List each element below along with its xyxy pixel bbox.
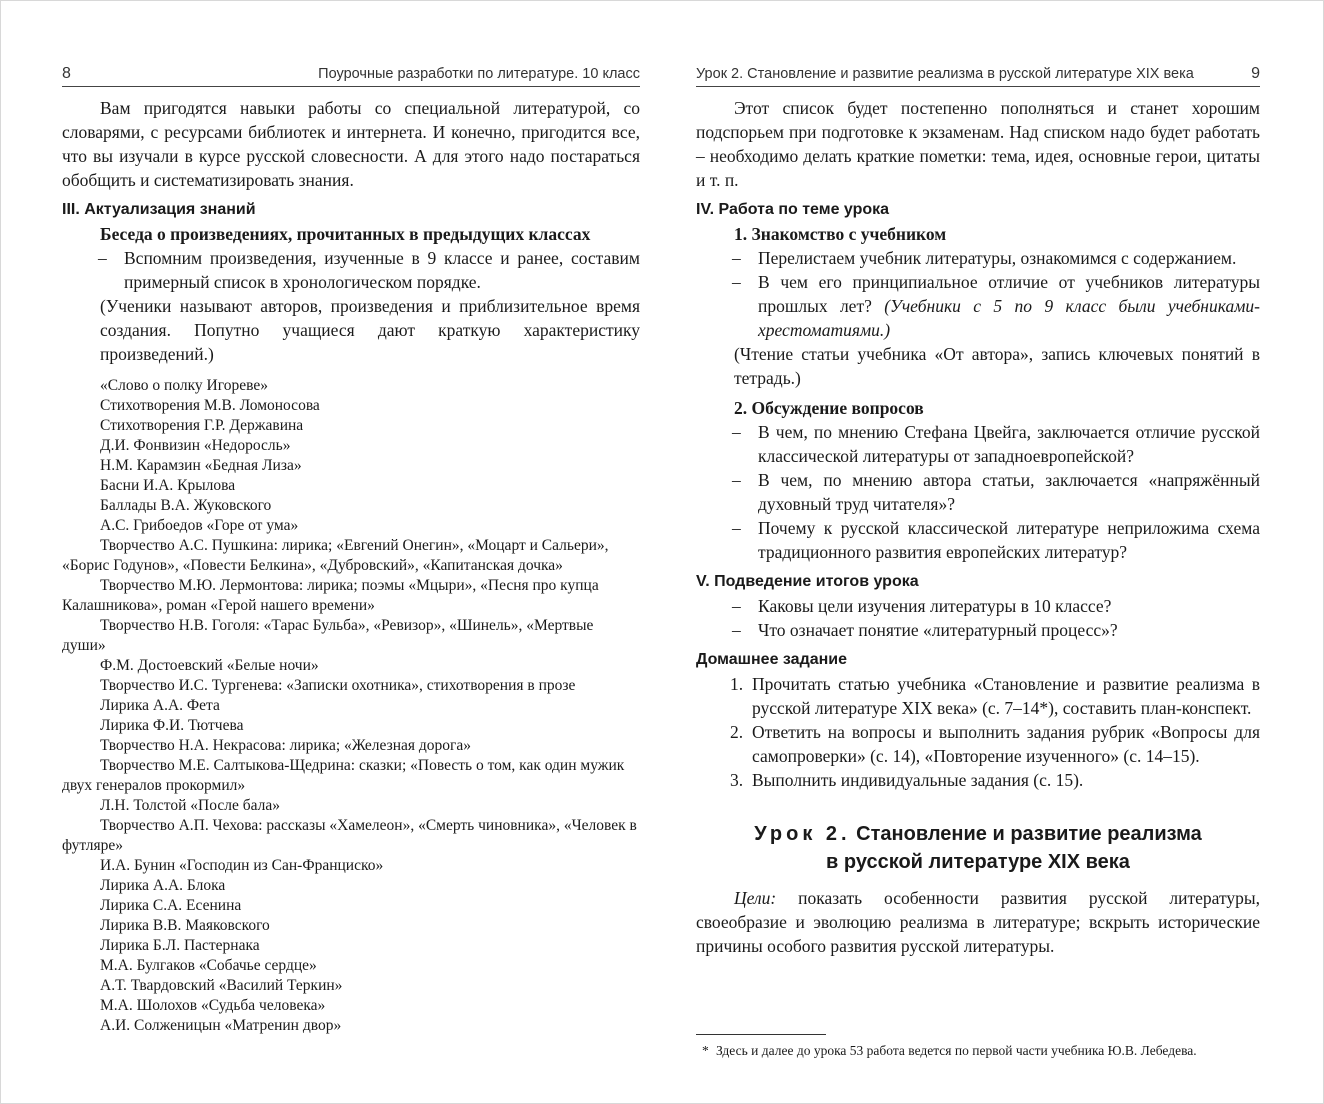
summary-text: Что означает понятие «литературный процесс»? <box>758 620 1118 640</box>
list-item: А.С. Грибоедов «Горе от ума» <box>100 517 299 534</box>
list-item: Л.Н. Толстой «После бала» <box>100 797 280 814</box>
conversation-heading: Беседа о произведениях, прочитанных в предыдущих классах <box>100 224 591 244</box>
homework-number: 1. <box>730 674 744 694</box>
question-item <box>696 468 1260 516</box>
summary-item <box>696 618 1260 642</box>
section-3-heading: III. Актуализация знаний <box>62 201 256 218</box>
list-item: Лирика С.А. Есенина <box>100 897 242 914</box>
footnote-text: Здесь и далее до урока 53 работа ведется по первой части учебника Ю.В. Лебедева. <box>716 1043 1197 1058</box>
list-item: Творчество А.П. Чехова: рассказы «Хамелеон», «Смерть чиновника», «Человек в футляре» <box>62 817 637 854</box>
dash-marker: – <box>732 596 741 616</box>
list-item: М.А. Шолохов «Судьба человека» <box>100 997 326 1014</box>
lesson-label: Урок 2. <box>754 823 851 845</box>
left-body <box>62 96 640 1036</box>
question-item <box>696 516 1260 564</box>
dash-marker: – <box>732 518 741 538</box>
list-item: Творчество Н.А. Некрасова: лирика; «Железная дорога» <box>100 737 472 754</box>
list-item: Лирика Б.Л. Пастернака <box>100 937 260 954</box>
goals-text: показать особенности развития русской литературы, своеобразие и эволюцию реализма в литературе; вскрыть исторические причины особого развития русской литературы. <box>696 888 1260 956</box>
footnote-area <box>696 1034 1260 1060</box>
footnote <box>696 1042 1260 1060</box>
section-5-heading: V. Подведение итогов урока <box>696 573 919 590</box>
right-page <box>662 0 1324 1104</box>
list-item: И.А. Бунин «Господин из Сан-Франциско» <box>100 857 384 874</box>
recall-text: Вспомним произведения, изученные в 9 классе и ранее, составим примерный список в хронологическом порядке. <box>124 248 640 292</box>
list-item: Басни И.А. Крылова <box>100 477 236 494</box>
right-running-title: Урок 2. Становление и развитие реализма в русской литературе XIX века <box>696 66 1194 82</box>
lesson-title <box>696 820 1260 876</box>
lesson-title-line2: в русской литературе XIX века <box>826 851 1130 873</box>
dash-marker: – <box>732 248 741 268</box>
question-text: В чем, по мнению Стефана Цвейга, заключается отличие русской классической литературы от западноевропейской? <box>758 422 1260 466</box>
list-item: Творчество М.Е. Салтыкова-Щедрина: сказки; «Повесть о том, как один мужик двух генералов прокормил» <box>62 757 625 794</box>
homework-item <box>696 672 1260 720</box>
right-body <box>696 96 1260 958</box>
right-running-head <box>696 62 1260 87</box>
left-running-title: Поурочные разработки по литературе. 10 класс <box>318 66 640 82</box>
list-item: Д.И. Фонвизин «Недоросль» <box>100 437 291 454</box>
dash-marker: – <box>98 248 107 268</box>
works-list <box>62 376 640 1036</box>
students-note: (Ученики называют авторов, произведения и приблизительное время создания. Попутно учащиеся дают краткую характеристику произведений.) <box>100 296 640 364</box>
right-page-number: 9 <box>1251 65 1260 82</box>
intro-paragraph: Вам пригодятся навыки работы со специальной литературой, со словарями, с ресурсами библиотек и интернета. И конечно, пригодится все, что вы изучали в курсе русской словесности. А для этого надо постараться обобщить и систематизировать знания. <box>62 98 640 190</box>
subsection-1-heading: 1. Знакомство с учебником <box>734 224 947 244</box>
subsection-2-heading: 2. Обсуждение вопросов <box>734 398 924 418</box>
reading-note: (Чтение статьи учебника «От автора», запись ключевых понятий в тетрадь.) <box>734 344 1260 388</box>
list-item: А.И. Солженицын «Матренин двор» <box>100 1017 342 1034</box>
list-item: Лирика В.В. Маяковского <box>100 917 270 934</box>
list-item: А.Т. Твардовский «Василий Теркин» <box>100 977 343 994</box>
homework-text: Прочитать статью учебника «Становление и развитие реализма в русской литературе XIX века» (с. 7–14*), составить план-конспект. <box>752 674 1260 718</box>
textbook-item-text: Перелистаем учебник литературы, ознакомимся с содержанием. <box>758 248 1237 268</box>
list-item: Творчество А.С. Пушкина: лирика; «Евгений Онегин», «Моцарт и Сальери», «Борис Годунов», «Повести Белкина», «Дубровский», «Капитанская дочка» <box>62 537 609 574</box>
section-4-heading: IV. Работа по теме урока <box>696 201 890 218</box>
goals-label: Цели: <box>734 888 777 908</box>
left-page-number: 8 <box>62 65 71 82</box>
summary-item <box>696 594 1260 618</box>
question-item <box>696 420 1260 468</box>
difference-answer: (Учебники с 5 по 9 класс были учебниками-хрестоматиями.) <box>758 296 1260 340</box>
recall-item <box>62 246 640 294</box>
dash-marker: – <box>732 470 741 490</box>
summary-text: Каковы цели изучения литературы в 10 классе? <box>758 596 1112 616</box>
lesson-title-line1: Становление и развитие реализма <box>856 823 1202 845</box>
difference-item <box>696 270 1260 342</box>
list-item: Творчество И.С. Тургенева: «Записки охотника», стихотворения в прозе <box>100 677 576 694</box>
textbook-item <box>696 246 1260 270</box>
left-running-head <box>62 62 640 87</box>
list-item: Стихотворения М.В. Ломоносова <box>100 397 320 414</box>
homework-item <box>696 720 1260 768</box>
list-item: М.А. Булгаков «Собачье сердце» <box>100 957 317 974</box>
list-item: Лирика А.А. Фета <box>100 697 220 714</box>
homework-heading: Домашнее задание <box>696 651 848 668</box>
homework-item <box>696 768 1260 792</box>
list-item: Лирика Ф.И. Тютчева <box>100 717 244 734</box>
goals-paragraph <box>696 886 1260 958</box>
difference-question: В чем его принципиальное отличие от учебников литературы прошлых лет? <box>758 272 1260 316</box>
list-item: Творчество Н.В. Гоголя: «Тарас Бульба», «Ревизор», «Шинель», «Мертвые души» <box>62 617 594 654</box>
dash-marker: – <box>732 422 741 442</box>
homework-number: 2. <box>730 722 744 742</box>
homework-number: 3. <box>730 770 744 790</box>
list-item: Ф.М. Достоевский «Белые ночи» <box>100 657 319 674</box>
question-text: В чем, по мнению автора статьи, заключается «напряжённый духовный труд читателя»? <box>758 470 1260 514</box>
footnote-mark: * <box>702 1043 709 1058</box>
homework-text: Ответить на вопросы и выполнить задания рубрик «Вопросы для самопроверки» (с. 14), «Повторение изученного» (с. 14–15). <box>752 722 1260 766</box>
dash-marker: – <box>732 620 741 640</box>
list-item: Лирика А.А. Блока <box>100 877 226 894</box>
list-item: Баллады В.А. Жуковского <box>100 497 272 514</box>
list-item: Н.М. Карамзин «Бедная Лиза» <box>100 457 302 474</box>
list-item: «Слово о полку Игореве» <box>100 377 268 394</box>
list-item: Стихотворения Г.Р. Державина <box>100 417 304 434</box>
question-text: Почему к русской классической литературе неприложима схема традиционного развития европейских литератур? <box>758 518 1260 562</box>
homework-text: Выполнить индивидуальные задания (с. 15). <box>752 770 1084 790</box>
list-item: Творчество М.Ю. Лермонтова: лирика; поэмы «Мцыри», «Песня про купца Калашникова», роман «Герой нашего времени» <box>62 577 599 614</box>
footnote-divider <box>696 1034 826 1035</box>
dash-marker: – <box>732 272 741 292</box>
list-paragraph: Этот список будет постепенно пополняться и станет хорошим подспорьем при подготовке к экзаменам. Над списком надо будет работать – необходимо делать краткие пометки: тема, идея, основные герои, цитаты и т. п. <box>696 98 1260 190</box>
